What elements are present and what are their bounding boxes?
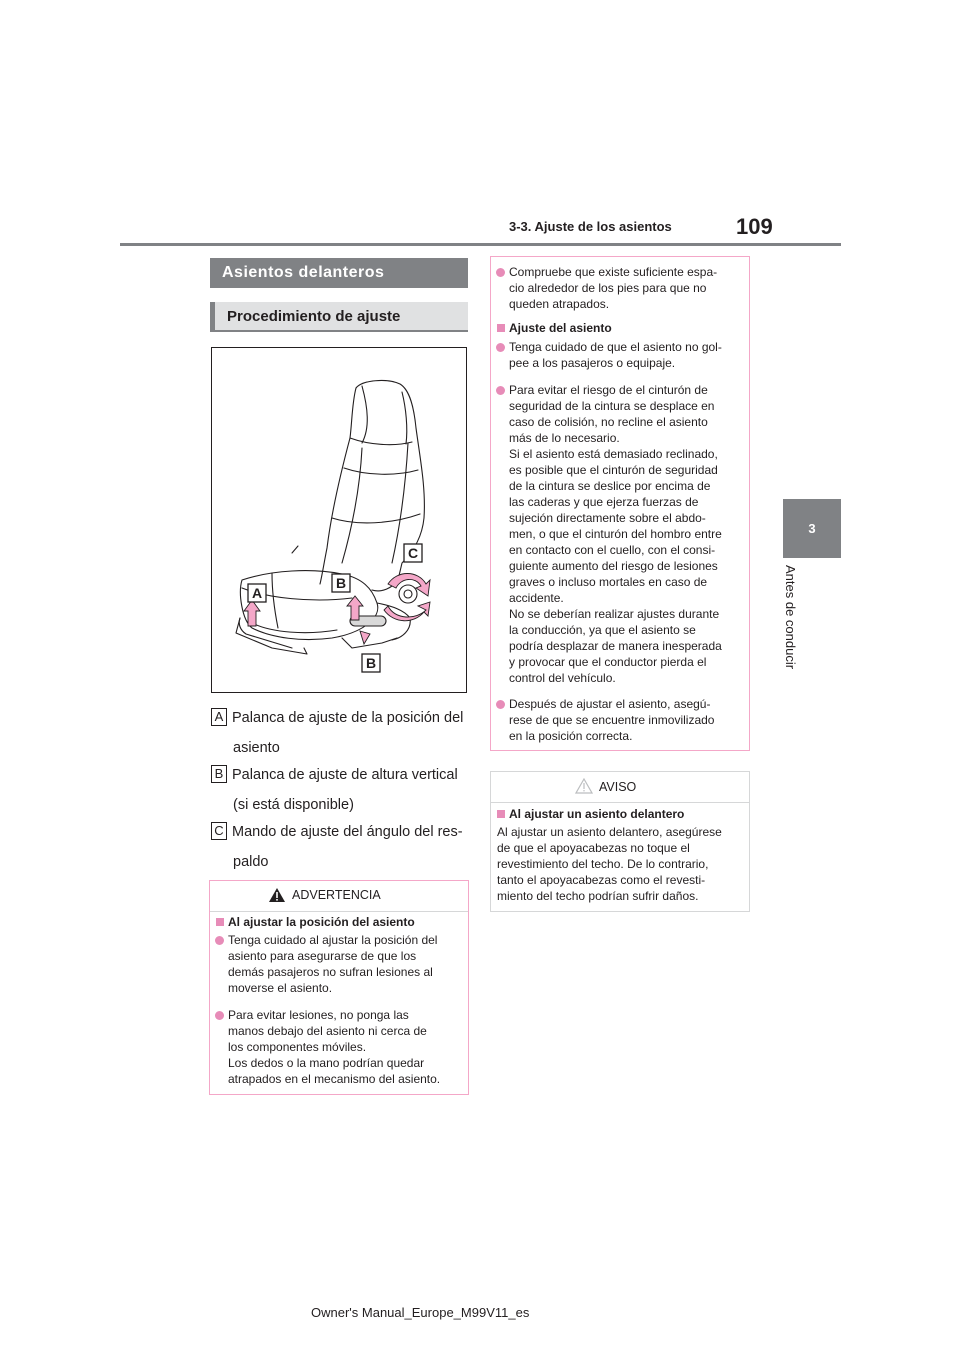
text-line: las caderas y que ejerza fuerzas de [509,495,699,509]
legend-text: Mando de ajuste del ángulo del res- [232,824,463,840]
warning-subheading: Ajuste del asiento [509,321,612,335]
notice-box [490,771,750,912]
text-line: cio alrededor de los pies para que no [509,281,707,295]
warning-item-3 [509,696,714,744]
chapter-tab: 3 [783,499,841,558]
text-line: y provocar que el conductor pierda el [509,655,707,669]
warning-triangle-icon [268,887,286,903]
legend-tag-a: A [211,708,227,726]
text-line: Compruebe que existe suficiente espa- [509,265,718,279]
figure-label-a: A [251,585,263,601]
warning-item-2 [509,382,722,686]
text-line: graves o incluso mortales en caso de [509,575,708,589]
legend-text: paldo [233,854,269,870]
text-line: accidente. [509,591,564,605]
text-line: Si el asiento está demasiado reclinado, [509,447,718,461]
warning-header [210,881,468,912]
figure-label-b: B [335,575,347,591]
figure-label-b2: B [365,655,377,671]
square-bullet-icon [216,918,224,926]
text-line: demás pasajeros no sufran lesiones al [228,965,433,979]
text-line: men, o que el cinturón del hombro entre [509,527,722,541]
text-line: podría desplazar de manera inesperada [509,639,722,653]
legend-text: (si está disponible) [233,797,354,813]
legend-text: asiento [233,740,280,756]
text-line: rese de que se encuentre inmovilizado [509,713,715,727]
legend-tag-c: C [211,822,227,840]
warning-heading: Al ajustar la posición del asiento [228,915,415,929]
text-line: más de lo necesario. [509,431,620,445]
legend-text: Palanca de ajuste de la posición del [232,710,464,726]
text-line: Para evitar el riesgo de el cinturón de [509,383,708,397]
bullet-icon [215,1011,224,1020]
main-heading: Asientos delanteros [210,258,468,288]
chapter-label-text: Antes de conducir [783,565,798,670]
text-line: pee a los pasajeros o equipaje. [509,356,676,370]
warning-item-1 [228,932,437,996]
legend-tag-b: B [211,765,227,783]
footer-text: Owner's Manual_Europe_M99V11_es [311,1305,530,1320]
bullet-icon [496,343,505,352]
caution-triangle-icon [575,778,593,794]
notice-heading: Al ajustar un asiento delantero [509,807,685,821]
text-line: guiente aumento del riesgo de lesiones [509,559,718,573]
seat-figure [211,347,467,693]
text-line: los componentes móviles. [228,1040,367,1054]
text-line: Tenga cuidado al ajustar la posición del [228,933,438,947]
square-bullet-icon [497,324,505,332]
header-rule [120,243,841,246]
text-line: caso de colisión, no recline el asiento [509,415,708,429]
text-line: tanto el apoyacabezas como el revesti- [497,873,706,887]
text-line: Los dedos o la mano podrían quedar [228,1056,425,1070]
sub-heading: Procedimiento de ajuste [210,302,468,332]
text-line: en la posición correcta. [509,729,633,743]
text-line: es posible que el cinturón de seguridad [509,463,718,477]
text-line: de que el apoyacabezas no toque el [497,841,690,855]
text-line: la conducción, ya que el asiento se [509,623,696,637]
warning-box [209,880,469,1095]
notice-body [497,824,722,904]
text-line: revestimiento del techo. De lo contrario, [497,857,709,871]
warning-continued-box [490,256,750,751]
page-number: 109 [736,214,773,239]
legend-text: Palanca de ajuste de altura vertical [232,767,458,783]
text-line: Tenga cuidado de que el asiento no gol- [509,340,722,354]
bullet-icon [496,268,505,277]
text-line: Para evitar lesiones, no ponga las [228,1008,409,1022]
text-line: Al ajustar un asiento delantero, asegúrese [497,825,722,839]
bullet-icon [496,386,505,395]
notice-header [491,772,749,803]
text-line: seguridad de la cintura se desplace en [509,399,715,413]
text-line: Después de ajustar el asiento, asegú- [509,697,711,711]
text-line: control del vehículo. [509,671,616,685]
figure-label-c: C [407,545,419,561]
square-bullet-icon [497,810,505,818]
warning-item-0 [509,264,717,312]
text-line: miento del techo podrían sufrir daños. [497,889,699,903]
text-line: atrapados en el mecanismo del asiento. [228,1072,441,1086]
text-line: queden atrapados. [509,297,610,311]
text-line: manos debajo del asiento ni cerca de [228,1024,427,1038]
chapter-label [776,565,806,685]
text-line: No se deberían realizar ajustes durante [509,607,720,621]
warning-title: ADVERTENCIA [292,888,381,902]
notice-title: AVISO [599,780,637,794]
text-line: sujeción directamente sobre el abdo- [509,511,706,525]
seat-illustration [212,348,466,692]
bullet-icon [496,700,505,709]
section-title: 3-3. Ajuste de los asientos [509,219,672,234]
warning-item-1 [509,339,722,371]
text-line: moverse el asiento. [228,981,333,995]
text-line: de la cintura se deslice por encima de [509,479,711,493]
text-line: en contacto con el cuello, con el consi- [509,543,716,557]
text-line: asiento para asegurarse de que los [228,949,417,963]
bullet-icon [215,936,224,945]
warning-item-2 [228,1007,440,1087]
